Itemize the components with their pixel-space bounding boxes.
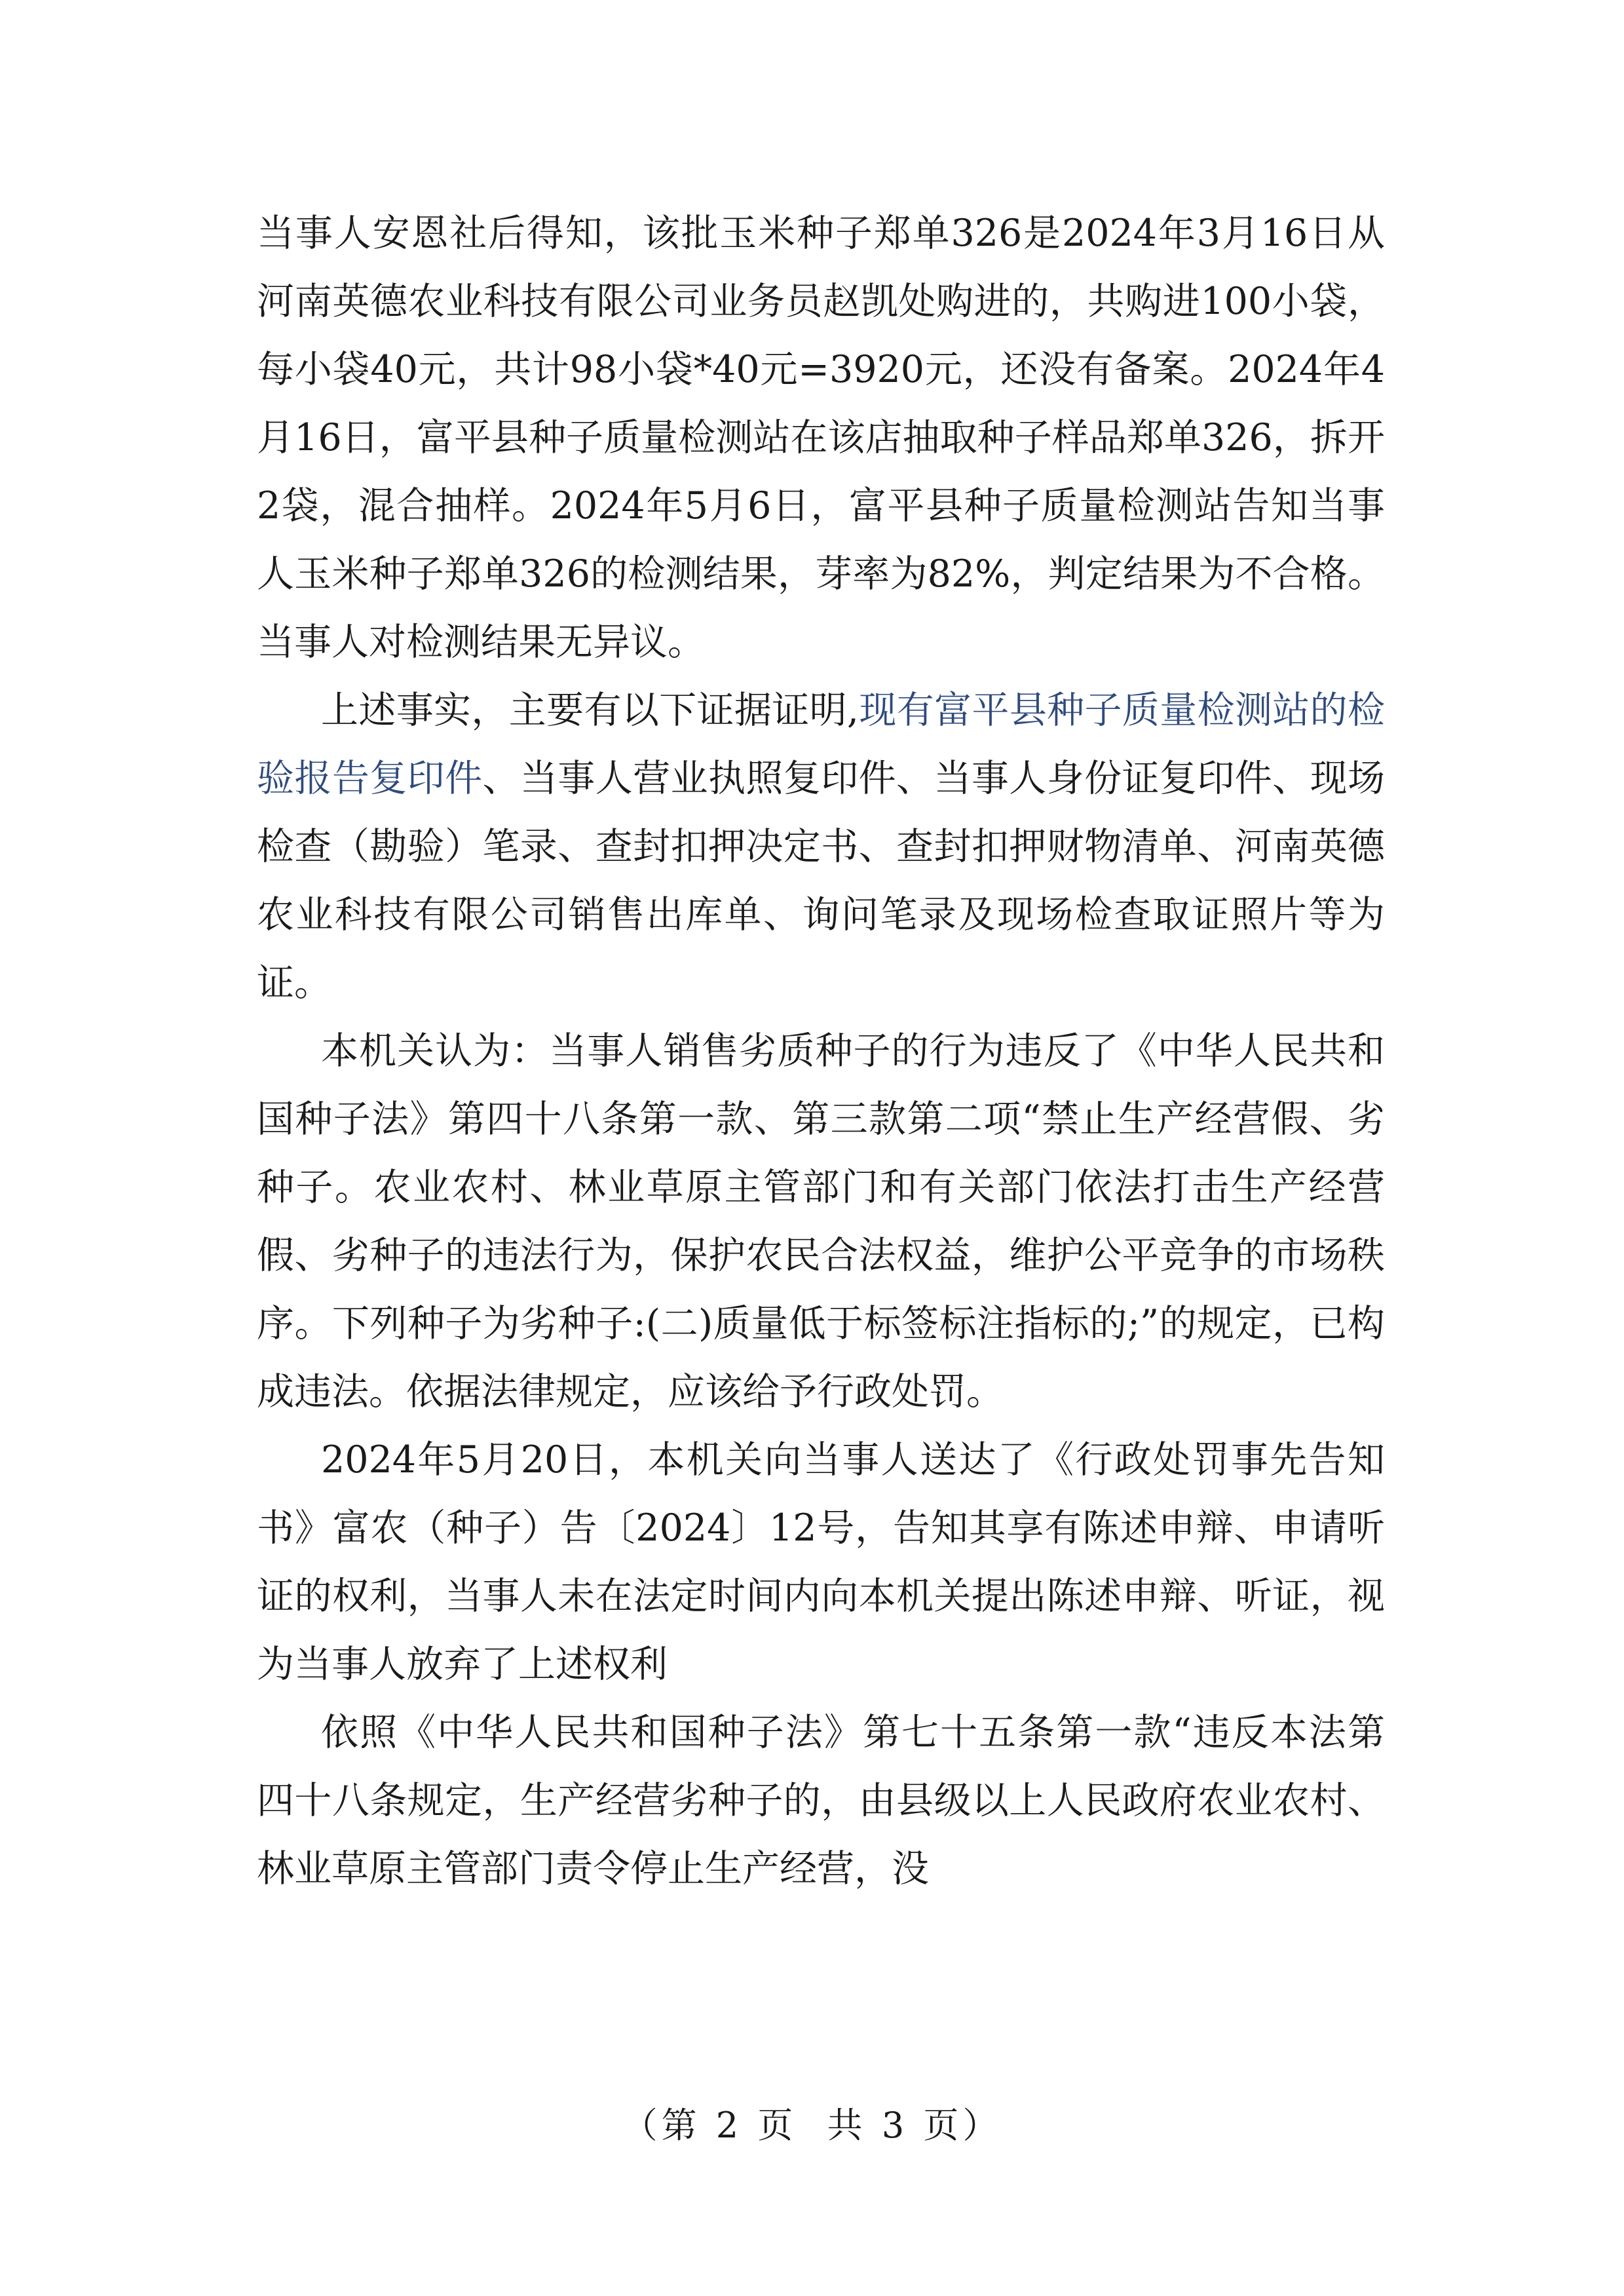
paragraph-opinion: 本机关认为：当事人销售劣质种子的行为违反了《中华人民共和国种子法》第四十八条第一款、第三款第二项“禁止生产经营假、劣种子。农业农村、林业草原主管部门和有关部门依法打击生产经营假、劣种子的违法行为，保护农民合法权益，维护公平竞争的市场秩序。下列种子为劣种子:(二)质量低于标签标注指标的;”的规定，已构成违法。依据法律规定，应该给予行政处罚。 (257, 1029, 1385, 1413)
paragraph-evidence (257, 676, 1385, 1017)
page-number-footer (0, 2099, 1624, 2152)
paragraph-facts: 当事人安恩社后得知，该批玉米种子郑单326是2024年3月16日从河南英德农业科技有限公司业务员赵凯处购进的，共购进100小袋，每小袋40元，共计98小袋*40元=3920元，还没有备案。2024年4月16日，富平县种子质量检测站在该店抽取种子样品郑单326，拆开2袋，混合抽样。2024年5月6日，富平县种子质量检测站告知当事人玉米种子郑单326的检测结果，芽率为82%，判定结果为不合格。当事人对检测结果无异议。 (257, 212, 1385, 664)
evidence-highlight: 现有富平县种子质量检测站的检验报告复印件 (257, 689, 1385, 800)
document-body (257, 199, 1385, 1903)
evidence-intro: 上述事实，主要有以下证据证明, (321, 689, 859, 732)
paragraph-notice: 2024年5月20日，本机关向当事人送达了《行政处罚事先告知书》富农（种子）告〔2024〕12号，告知其享有陈述申辩、申请听证的权利，当事人未在法定时间内向本机关提出陈述申辩、听证，视为当事人放弃了上述权利 (257, 1438, 1385, 1686)
paragraph-legal-basis: 依照《中华人民共和国种子法》第七十五条第一款“违反本法第四十八条规定，生产经营劣种子的，由县级以上人民政府农业农村、林业草原主管部门责令停止生产经营，没 (257, 1711, 1385, 1890)
page-number: （第 2 页 共 3 页） (622, 2105, 1002, 2146)
evidence-list: 、当事人营业执照复印件、当事人身份证复印件、现场检查（勘验）笔录、查封扣押决定书、查封扣押财物清单、河南英德农业科技有限公司销售出库单、询问笔录及现场检查取证照片等为证。 (257, 757, 1385, 1004)
